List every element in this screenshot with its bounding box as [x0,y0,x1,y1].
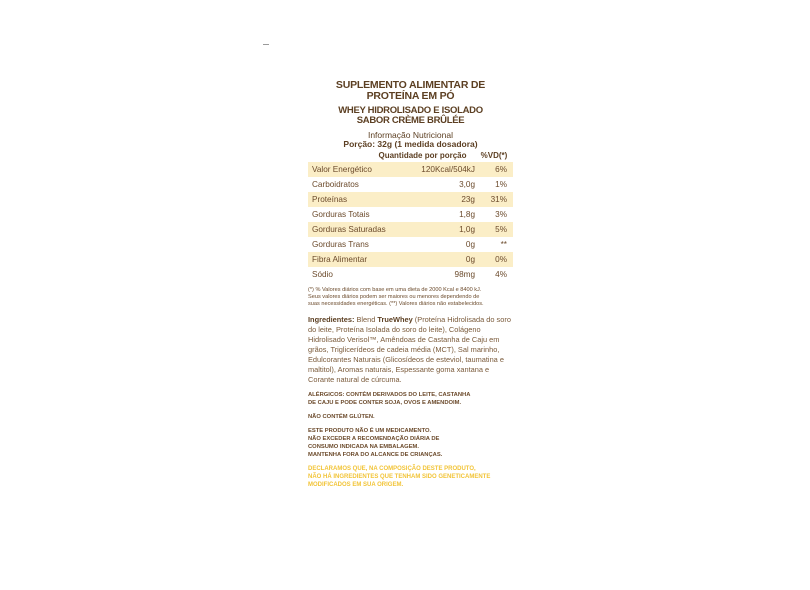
nutrient-vd: ** [500,240,507,249]
medicine-warning: ESTE PRODUTO NÃO É UM MEDICAMENTO. NÃO EXCEDER A RECOMENDAÇÃO DIÁRIA DE CONSUMO INDICADA NA EMBALAGEM. MANTENHA FORA DO ALCANCE DE CRIANÇAS. [308,428,443,458]
nutrient-quantity: 3,0g [459,180,475,189]
nutrient-quantity: 23g [461,195,475,204]
nutrition-table [308,162,513,282]
vd-header: %VD(*) [480,151,508,160]
table-header [308,150,513,162]
nutrient-name: Carboidratos [312,180,359,189]
nutrition-info-heading [308,131,513,149]
nutrient-quantity: 0g [465,255,475,264]
nutrient-vd: 5% [495,225,507,234]
nutrient-vd: 4% [495,270,507,279]
nutrient-quantity: 1,0g [459,225,475,234]
table-row [308,192,513,207]
gmo-declaration: DECLARAMOS QUE, NA COMPOSIÇÃO DESTE PRODUTO, NÃO HÁ INGREDIENTES QUE TENHAM SIDO GENETICAMENTE MODIFICADOS EM SUA ORIGEM. [308,466,491,488]
nutrient-vd: 6% [495,165,507,174]
table-row [308,162,513,177]
info-title: Informação Nutricional [367,130,454,140]
nutrient-name: Gorduras Totais [312,210,370,219]
table-row [308,177,513,192]
nutrient-vd: 0% [495,255,507,264]
nutrient-quantity: 98mg [454,270,475,279]
nutrient-vd: 3% [495,210,507,219]
divider-mark [263,44,269,45]
portion-size: Porção: 32g (1 medida dosadora) [343,139,478,149]
table-row [308,207,513,222]
table-row [308,237,513,252]
footnote: (*) % Valores diários com base em uma dieta de 2000 Kcal e 8400 kJ. Seus valores diários podem ser maiores ou menores dependendo de suas necessidades energéticas. (**) Valores diários não estabelecidos. [308,287,484,307]
table-row [308,252,513,267]
product-title: SUPLEMENTO ALIMENTAR DE PROTEÍNA EM PÓ [335,79,486,102]
table-row [308,222,513,237]
nutrient-quantity: 1,8g [459,210,475,219]
brand-name: TrueWhey [377,315,413,324]
nutrient-name: Sódio [312,270,333,279]
nutrient-quantity: 120Kcal/504kJ [421,165,475,174]
allergens-warning: ALÉRGICOS: CONTÉM DERIVADOS DO LEITE, CASTANHA DE CAJU E PODE CONTER SOJA, OVOS E AMENDOIM. [308,392,471,406]
ingredients-text: Ingredientes: Blend TrueWhey (Proteína Hidrolisada do soro do leite, Proteína Isolada do soro do leite), Colágeno Hidrolisado Verisol™, Amêndoas de Castanha de Caju em grãos, Triglicerídeos de cadeia média (MCT), Sal marinho, Edulcorantes Naturais (Glicosídeos de esteviol, taumatina e maltitol), Aromas naturais, Espessante goma xantana e Corante natural de cúrcuma. [308,315,511,384]
nutrient-quantity: 0g [465,240,475,249]
nutrient-vd: 31% [490,195,507,204]
nutrient-name: Gorduras Saturadas [312,225,386,234]
nutrient-name: Valor Energético [312,165,372,174]
product-flavor: WHEY HIDROLISADO E ISOLADO SABOR CRÈME BRÛLÉE [338,105,483,126]
gluten-notice: NÃO CONTÉM GLÚTEN. [308,414,375,420]
ingredients-label: Ingredientes: [308,315,355,324]
nutrient-name: Fibra Alimentar [312,255,368,264]
nutrient-name: Gorduras Trans [312,240,369,249]
nutrient-vd: 1% [495,180,507,189]
nutrition-label [308,80,513,489]
quantity-header: Quantidade por porção [378,151,467,160]
table-row [308,267,513,282]
nutrient-name: Proteínas [312,195,348,204]
